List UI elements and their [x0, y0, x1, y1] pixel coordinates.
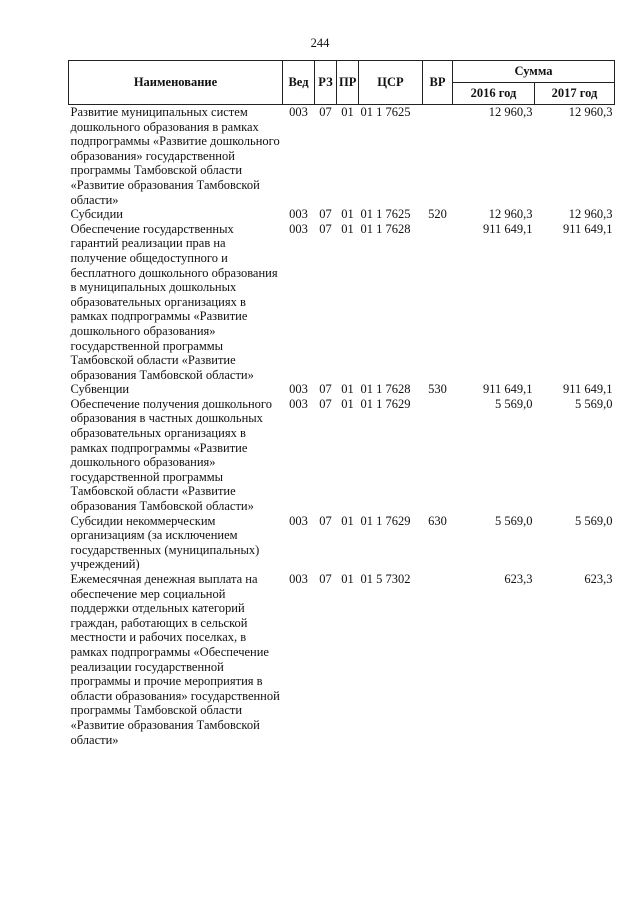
row-sum-2017: 5 569,0 — [575, 513, 613, 528]
table-row — [69, 105, 615, 208]
row-pr: 01 — [341, 572, 354, 586]
row-ved: 003 — [289, 105, 308, 119]
row-csr: 01 1 7625 — [360, 105, 411, 119]
header-rz: РЗ — [315, 61, 337, 105]
row-vr: 520 — [428, 207, 447, 222]
row-csr: 01 1 7625 — [360, 207, 411, 222]
row-sum-2017: 12 960,3 — [568, 105, 613, 119]
table-row — [69, 207, 615, 222]
table-row — [69, 397, 615, 514]
row-csr: 01 1 7629 — [360, 396, 411, 411]
row-rz: 07 — [319, 382, 332, 397]
table-body — [69, 105, 615, 748]
row-sum-2016: 911 649,1 — [482, 221, 533, 236]
row-sum-2016: 5 569,0 — [495, 396, 533, 411]
row-pr: 01 — [341, 207, 354, 222]
row-rz: 07 — [319, 513, 332, 528]
row-ved: 003 — [289, 207, 308, 222]
page-number: 244 — [310, 36, 330, 50]
row-pr: 01 — [341, 382, 354, 397]
row-pr: 01 — [341, 105, 354, 119]
table-row — [69, 222, 615, 383]
row-csr: 01 1 7629 — [360, 513, 411, 528]
header-ved: Вед — [283, 61, 315, 105]
row-ved: 003 — [289, 513, 308, 528]
row-ved: 003 — [289, 572, 308, 586]
row-vr: 530 — [428, 382, 447, 397]
header-vr: ВР — [423, 61, 453, 105]
row-name: Ежемесячная денежная выплата на обеспечение мер социальной поддержки отдельных категорий граждан, работающих в сельской местности и рабочих поселках, в рамках подпрограммы «Обеспечение реализации государственной программы и прочие мероприятия в области образования» государственной программы Тамбовской области «Развитие образования Тамбовской области» — [70, 572, 280, 747]
row-name: Развитие муниципальных систем дошкольного образования в рамках подпрограммы «Развитие дошкольного образования» государственной программы Тамбовской области «Развитие образования Тамбовской области» — [70, 105, 280, 207]
table-row — [69, 382, 615, 397]
row-sum-2016: 12 960,3 — [488, 105, 533, 119]
row-vr — [423, 397, 453, 514]
row-rz: 07 — [319, 207, 332, 222]
row-sum-2016: 5 569,0 — [495, 513, 533, 528]
header-sum: Сумма — [453, 61, 615, 83]
row-rz: 07 — [319, 105, 332, 119]
table-row — [69, 514, 615, 572]
row-pr: 01 — [341, 513, 354, 528]
row-sum-2016: 12 960,3 — [488, 207, 533, 222]
header-pr: ПР — [337, 61, 359, 105]
row-ved: 003 — [289, 382, 308, 397]
row-sum-2016: 623,3 — [504, 572, 533, 586]
header-year-2017: 2017 год — [535, 83, 615, 105]
row-name: Субсидии некоммерческим организациям (за исключением государственных (муниципальных) учреждений) — [70, 513, 260, 572]
row-sum-2017: 5 569,0 — [575, 396, 613, 411]
budget-table — [68, 60, 615, 747]
table-row — [69, 572, 615, 747]
row-pr: 01 — [341, 221, 354, 236]
row-sum-2017: 12 960,3 — [568, 207, 613, 222]
row-sum-2017: 911 649,1 — [562, 382, 613, 397]
row-csr: 01 5 7302 — [360, 572, 411, 586]
header-csr: ЦСР — [359, 61, 423, 105]
row-vr: 630 — [428, 513, 447, 528]
header-name: Наименование — [69, 61, 283, 105]
row-csr: 01 1 7628 — [360, 221, 411, 236]
row-pr: 01 — [341, 396, 354, 411]
row-vr — [423, 222, 453, 383]
row-rz: 07 — [319, 221, 332, 236]
row-csr: 01 1 7628 — [360, 382, 411, 397]
row-vr — [423, 572, 453, 747]
row-name: Обеспечение получения дошкольного образования в частных дошкольных образовательных организациях в рамках подпрограммы «Развитие дошкольного образования» государственной программы Тамбовской области «Развитие образования Тамбовской области» — [70, 396, 272, 514]
table-header — [69, 61, 615, 105]
row-vr — [423, 105, 453, 208]
row-sum-2016: 911 649,1 — [482, 382, 533, 397]
row-sum-2017: 911 649,1 — [562, 221, 613, 236]
row-name: Субвенции — [70, 382, 130, 397]
row-rz: 07 — [319, 396, 332, 411]
header-year-2016: 2016 год — [453, 83, 535, 105]
row-ved: 003 — [289, 396, 308, 411]
row-ved: 003 — [289, 221, 308, 236]
row-name: Обеспечение государственных гарантий реализации прав на получение общедоступного и бесплатного дошкольного образования в муниципальных дошкольных образовательных организациях в рамках подпрограммы «Развитие дошкольного образования» государственной программы Тамбовской области «Развитие образования Тамбовской области» — [70, 221, 278, 382]
row-rz: 07 — [319, 572, 332, 586]
row-sum-2017: 623,3 — [584, 572, 613, 586]
row-name: Субсидии — [70, 207, 123, 222]
